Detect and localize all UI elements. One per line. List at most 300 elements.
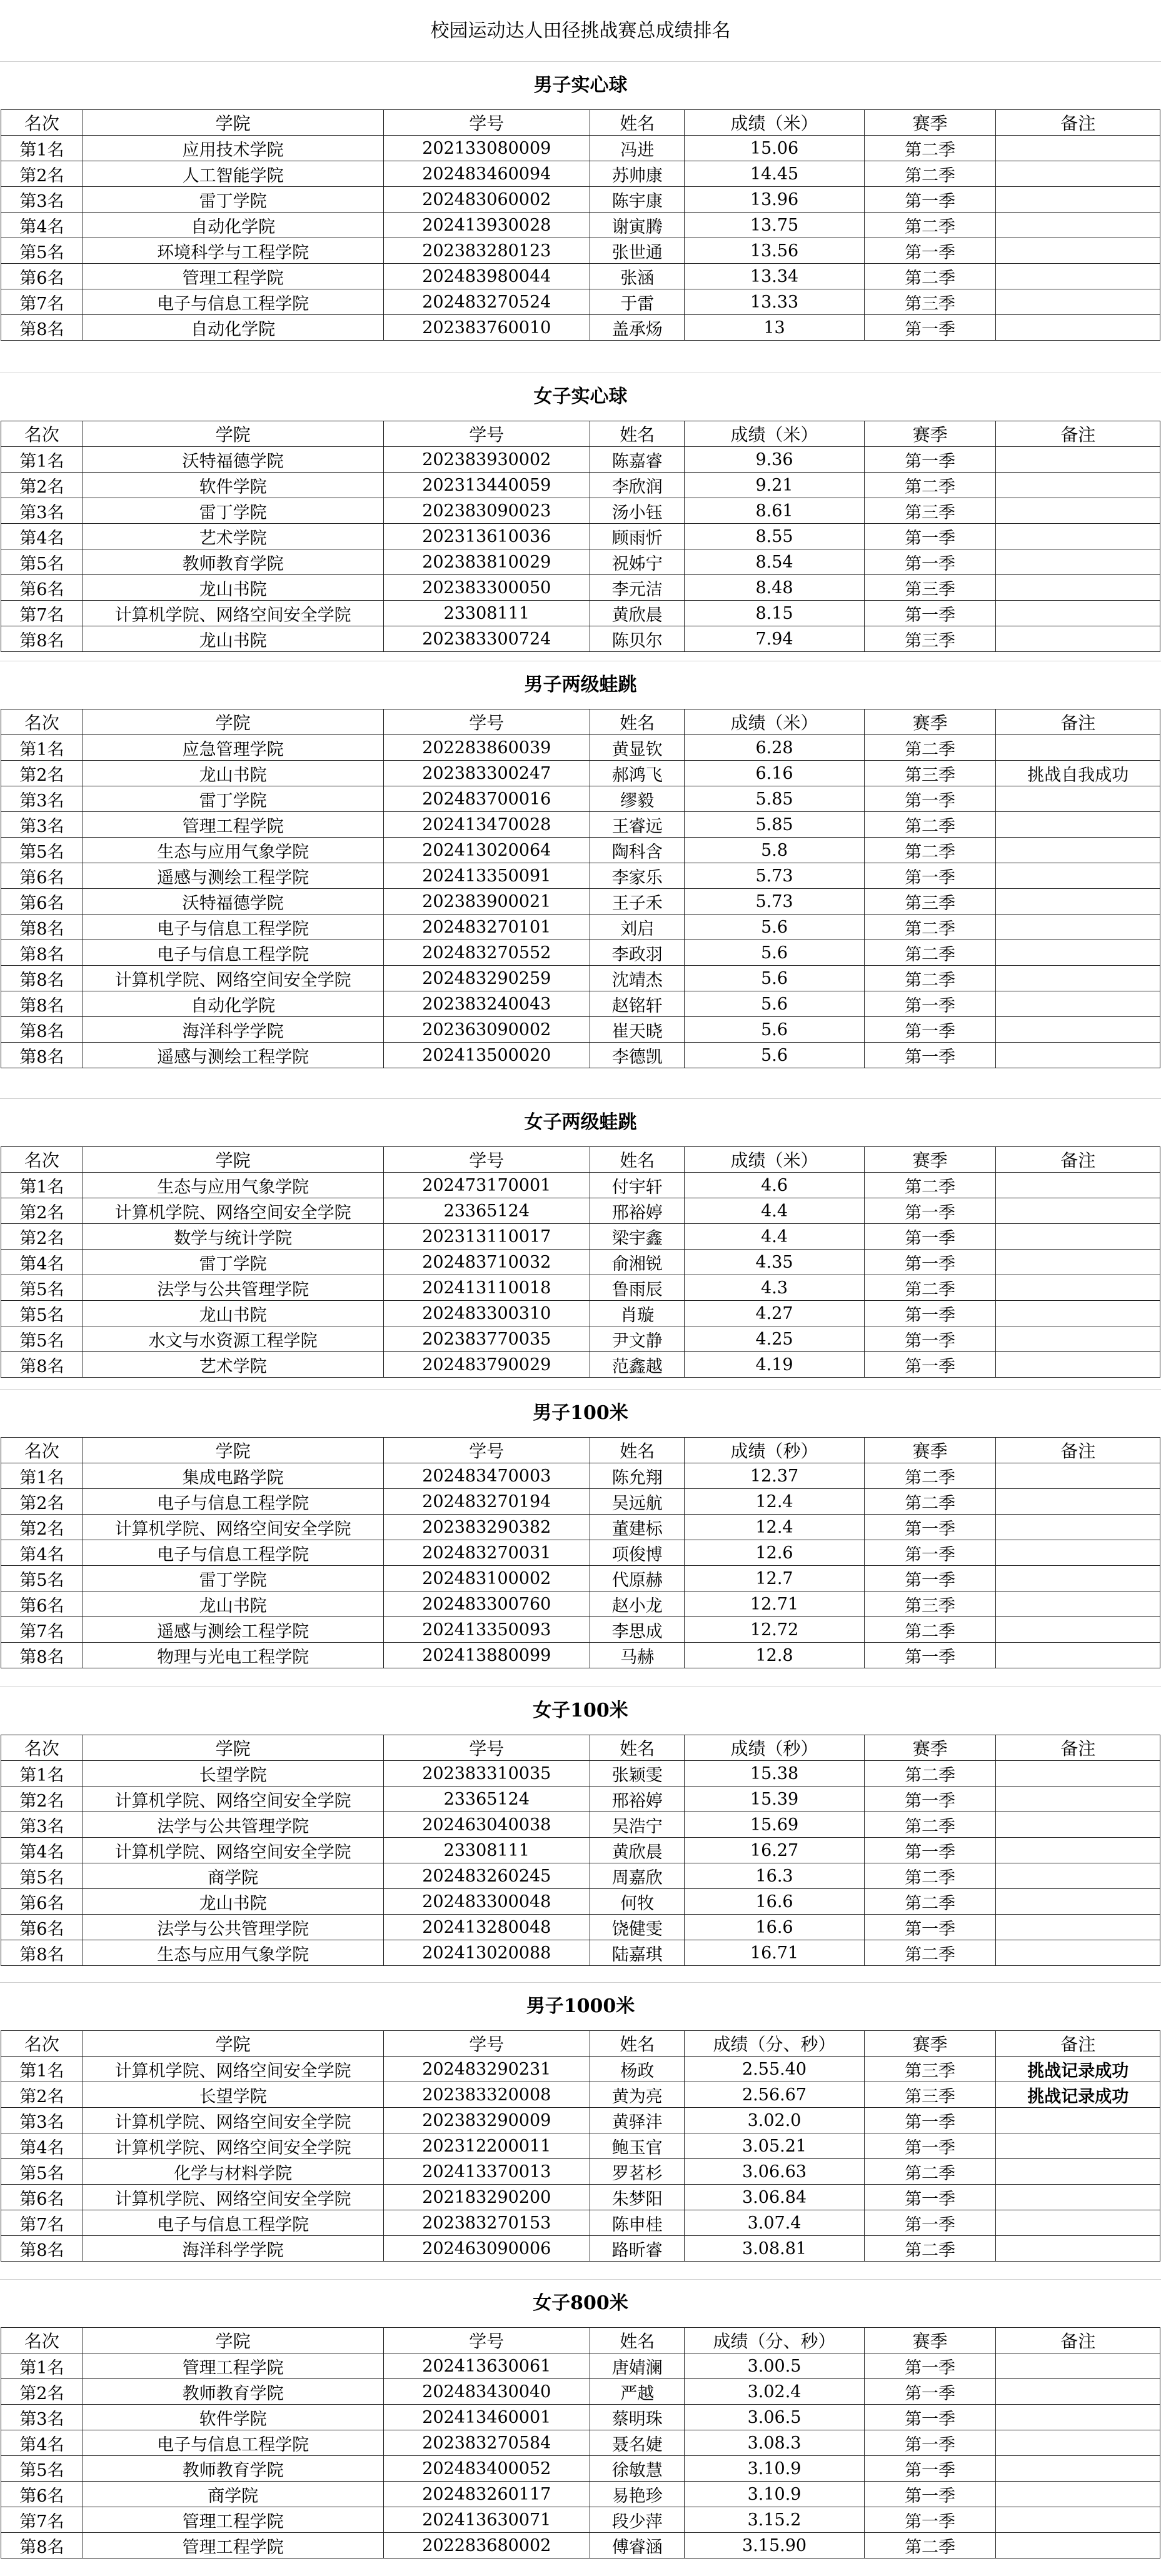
- cell-note: [996, 498, 1160, 524]
- cell-score: 12.8: [685, 1643, 864, 1668]
- cell-season: 第二季: [864, 136, 996, 161]
- cell-season: 第二季: [864, 473, 996, 498]
- cell-score: 12.4: [685, 1515, 864, 1540]
- cell-note: [996, 1463, 1160, 1489]
- table-row: [1, 187, 1160, 213]
- column-header-student-id: 学号: [383, 1147, 590, 1173]
- cell-score: 16.6: [685, 1889, 864, 1915]
- section: [0, 661, 1161, 1068]
- column-header-score: 成绩（分、秒）: [685, 2031, 864, 2057]
- results-table: [1, 1735, 1160, 1966]
- cell-name: 苏帅康: [590, 161, 685, 187]
- cell-name: 邢裕婷: [590, 1787, 685, 1812]
- cell-rank: 第3名: [1, 1812, 83, 1838]
- cell-rank: 第8名: [1, 1352, 83, 1378]
- cell-season: 第二季: [864, 735, 996, 761]
- cell-student-id: 202383760010: [383, 315, 590, 341]
- cell-note: [996, 838, 1160, 863]
- cell-name: 俞湘锐: [590, 1250, 685, 1275]
- cell-note: [996, 1915, 1160, 1940]
- cell-college: 计算机学院、网络空间安全学院: [83, 2185, 383, 2210]
- cell-note: [996, 915, 1160, 940]
- cell-college: 电子与信息工程学院: [83, 289, 383, 315]
- cell-college: 计算机学院、网络空间安全学院: [83, 966, 383, 991]
- cell-note: [996, 2108, 1160, 2133]
- cell-score: 3.02.0: [685, 2108, 864, 2133]
- cell-name: 赵小龙: [590, 1591, 685, 1617]
- cell-season: 第一季: [864, 1017, 996, 1043]
- cell-college: 电子与信息工程学院: [83, 940, 383, 966]
- column-header-score: 成绩（米）: [685, 1147, 864, 1173]
- cell-rank: 第7名: [1, 289, 83, 315]
- table-row: [1, 1301, 1160, 1326]
- column-header-name: 姓名: [590, 709, 685, 735]
- cell-note: [996, 2379, 1160, 2405]
- cell-season: 第三季: [864, 761, 996, 786]
- cell-rank: 第5名: [1, 838, 83, 863]
- column-header-rank: 名次: [1, 1147, 83, 1173]
- cell-college: 软件学院: [83, 2405, 383, 2430]
- cell-note: 挑战记录成功: [996, 2082, 1160, 2108]
- cell-rank: 第4名: [1, 2133, 83, 2159]
- cell-season: 第一季: [864, 1198, 996, 1224]
- table-row: [1, 601, 1160, 626]
- cell-season: 第二季: [864, 1863, 996, 1889]
- cell-rank: 第4名: [1, 1250, 83, 1275]
- cell-rank: 第2名: [1, 1198, 83, 1224]
- cell-score: 15.39: [685, 1787, 864, 1812]
- section-divider: [0, 2279, 1161, 2280]
- cell-name: 汤小钰: [590, 498, 685, 524]
- cell-rank: 第4名: [1, 2430, 83, 2456]
- column-header-name: 姓名: [590, 2328, 685, 2353]
- cell-score: 13.75: [685, 213, 864, 238]
- cell-college: 管理工程学院: [83, 2507, 383, 2533]
- cell-student-id: 202413370013: [383, 2159, 590, 2185]
- cell-note: [996, 473, 1160, 498]
- column-header-season: 赛季: [864, 1735, 996, 1761]
- cell-student-id: 202413500020: [383, 1043, 590, 1068]
- cell-rank: 第1名: [1, 735, 83, 761]
- cell-score: 16.3: [685, 1863, 864, 1889]
- cell-rank: 第6名: [1, 1915, 83, 1940]
- cell-note: [996, 940, 1160, 966]
- cell-season: 第一季: [864, 2108, 996, 2133]
- cell-rank: 第8名: [1, 1017, 83, 1043]
- cell-rank: 第3名: [1, 187, 83, 213]
- cell-student-id: 202473170001: [383, 1173, 590, 1198]
- cell-note: [996, 2405, 1160, 2430]
- cell-student-id: 202312200011: [383, 2133, 590, 2159]
- cell-note: [996, 136, 1160, 161]
- cell-student-id: 202483260117: [383, 2482, 590, 2507]
- section-title: 女子实心球: [533, 386, 628, 408]
- table-row: [1, 915, 1160, 940]
- cell-rank: 第1名: [1, 447, 83, 473]
- cell-name: 张涵: [590, 264, 685, 289]
- cell-student-id: 202413630061: [383, 2353, 590, 2379]
- column-header-season: 赛季: [864, 1147, 996, 1173]
- section: [0, 2279, 1161, 2558]
- cell-score: 12.7: [685, 1566, 864, 1591]
- table-row: [1, 2405, 1160, 2430]
- cell-season: 第一季: [864, 2456, 996, 2482]
- table-row: [1, 1326, 1160, 1352]
- cell-student-id: 23365124: [383, 1787, 590, 1812]
- cell-name: 傅睿涵: [590, 2533, 685, 2558]
- cell-score: 15.38: [685, 1761, 864, 1787]
- cell-rank: 第2名: [1, 473, 83, 498]
- cell-college: 人工智能学院: [83, 161, 383, 187]
- cell-college: 管理工程学院: [83, 2353, 383, 2379]
- cell-name: 盖承炀: [590, 315, 685, 341]
- cell-college: 长望学院: [83, 1761, 383, 1787]
- cell-score: 12.71: [685, 1591, 864, 1617]
- cell-season: 第二季: [864, 1489, 996, 1515]
- cell-season: 第一季: [864, 1352, 996, 1378]
- cell-note: [996, 1173, 1160, 1198]
- results-table: [1, 709, 1160, 1068]
- cell-score: 4.4: [685, 1198, 864, 1224]
- cell-college: 计算机学院、网络空间安全学院: [83, 1787, 383, 1812]
- table-row: [1, 735, 1160, 761]
- cell-season: 第二季: [864, 966, 996, 991]
- table-row: [1, 2430, 1160, 2456]
- cell-score: 4.19: [685, 1352, 864, 1378]
- cell-rank: 第5名: [1, 238, 83, 264]
- cell-score: 2.56.67: [685, 2082, 864, 2108]
- cell-student-id: 202313610036: [383, 524, 590, 549]
- cell-score: 7.94: [685, 626, 864, 652]
- cell-season: 第三季: [864, 1591, 996, 1617]
- cell-name: 邢裕婷: [590, 1198, 685, 1224]
- cell-season: 第一季: [864, 1224, 996, 1250]
- cell-score: 13.33: [685, 289, 864, 315]
- cell-name: 李德凯: [590, 1043, 685, 1068]
- cell-season: 第二季: [864, 838, 996, 863]
- cell-college: 生态与应用气象学院: [83, 1173, 383, 1198]
- cell-season: 第一季: [864, 1787, 996, 1812]
- cell-score: 13.34: [685, 264, 864, 289]
- table-row: [1, 1566, 1160, 1591]
- cell-student-id: 202363090002: [383, 1017, 590, 1043]
- cell-rank: 第1名: [1, 1761, 83, 1787]
- cell-season: 第二季: [864, 264, 996, 289]
- cell-note: [996, 1326, 1160, 1352]
- section-title: 女子100米: [533, 1700, 628, 1722]
- table-row: [1, 1643, 1160, 1668]
- cell-season: 第一季: [864, 524, 996, 549]
- cell-note: [996, 1812, 1160, 1838]
- cell-student-id: 202383930002: [383, 447, 590, 473]
- table-row: [1, 1863, 1160, 1889]
- cell-rank: 第2名: [1, 2082, 83, 2108]
- cell-note: [996, 1863, 1160, 1889]
- column-header-rank: 名次: [1, 2328, 83, 2353]
- table-row: [1, 136, 1160, 161]
- table-row: [1, 626, 1160, 652]
- table-row: [1, 2210, 1160, 2236]
- cell-college: 应用技术学院: [83, 136, 383, 161]
- cell-college: 计算机学院、网络空间安全学院: [83, 1198, 383, 1224]
- column-header-note: 备注: [996, 709, 1160, 735]
- table-row: [1, 2533, 1160, 2558]
- cell-student-id: 202413880099: [383, 1643, 590, 1668]
- cell-college: 沃特福德学院: [83, 447, 383, 473]
- column-header-season: 赛季: [864, 2328, 996, 2353]
- cell-college: 雷丁学院: [83, 187, 383, 213]
- cell-college: 法学与公共管理学院: [83, 1812, 383, 1838]
- cell-student-id: 202183290200: [383, 2185, 590, 2210]
- cell-season: 第一季: [864, 2133, 996, 2159]
- table-header-row: [1, 1735, 1160, 1761]
- cell-note: [996, 238, 1160, 264]
- cell-note: [996, 966, 1160, 991]
- cell-note: [996, 2482, 1160, 2507]
- cell-rank: 第2名: [1, 161, 83, 187]
- results-table: [1, 1437, 1160, 1668]
- cell-rank: 第3名: [1, 498, 83, 524]
- cell-student-id: 202483980044: [383, 264, 590, 289]
- cell-score: 3.00.5: [685, 2353, 864, 2379]
- cell-season: 第一季: [864, 991, 996, 1017]
- cell-name: 杨政: [590, 2057, 685, 2082]
- cell-name: 付宇轩: [590, 1173, 685, 1198]
- column-header-college: 学院: [83, 709, 383, 735]
- cell-season: 第一季: [864, 2482, 996, 2507]
- cell-name: 范鑫越: [590, 1352, 685, 1378]
- cell-name: 尹文静: [590, 1326, 685, 1352]
- table-row: [1, 966, 1160, 991]
- table-row: [1, 1017, 1160, 1043]
- cell-name: 罗茗杉: [590, 2159, 685, 2185]
- cell-student-id: 202483470003: [383, 1463, 590, 1489]
- cell-college: 海洋科学学院: [83, 1017, 383, 1043]
- cell-name: 李思成: [590, 1617, 685, 1643]
- table-row: [1, 2236, 1160, 2262]
- cell-season: 第一季: [864, 786, 996, 812]
- cell-student-id: 202413280048: [383, 1915, 590, 1940]
- table-header-row: [1, 110, 1160, 136]
- results-table: [1, 109, 1160, 341]
- section-divider: [0, 1389, 1161, 1390]
- cell-score: 3.06.63: [685, 2159, 864, 2185]
- cell-college: 龙山书院: [83, 575, 383, 601]
- table-row: [1, 1889, 1160, 1915]
- cell-rank: 第5名: [1, 1566, 83, 1591]
- cell-name: 易艳珍: [590, 2482, 685, 2507]
- section: [0, 1389, 1161, 1668]
- cell-student-id: 202413470028: [383, 812, 590, 838]
- cell-score: 3.15.90: [685, 2533, 864, 2558]
- cell-score: 13.56: [685, 238, 864, 264]
- cell-rank: 第5名: [1, 1863, 83, 1889]
- cell-note: [996, 2185, 1160, 2210]
- cell-college: 计算机学院、网络空间安全学院: [83, 601, 383, 626]
- cell-season: 第一季: [864, 187, 996, 213]
- cell-name: 代原赫: [590, 1566, 685, 1591]
- cell-name: 段少萍: [590, 2507, 685, 2533]
- cell-score: 3.10.9: [685, 2456, 864, 2482]
- table-row: [1, 1275, 1160, 1301]
- cell-rank: 第8名: [1, 315, 83, 341]
- table-row: [1, 1591, 1160, 1617]
- section-divider: [0, 1098, 1161, 1099]
- cell-season: 第二季: [864, 2533, 996, 2558]
- cell-score: 3.02.4: [685, 2379, 864, 2405]
- cell-note: [996, 1889, 1160, 1915]
- cell-note: [996, 1540, 1160, 1566]
- cell-season: 第一季: [864, 1838, 996, 1863]
- cell-college: 法学与公共管理学院: [83, 1275, 383, 1301]
- section-title: 男子实心球: [533, 74, 628, 96]
- cell-name: 黄欣晨: [590, 601, 685, 626]
- cell-name: 李欣润: [590, 473, 685, 498]
- table-row: [1, 940, 1160, 966]
- cell-college: 电子与信息工程学院: [83, 2430, 383, 2456]
- cell-student-id: 202313110017: [383, 1224, 590, 1250]
- cell-score: 12.6: [685, 1540, 864, 1566]
- cell-season: 第二季: [864, 1463, 996, 1489]
- table-row: [1, 812, 1160, 838]
- cell-rank: 第8名: [1, 966, 83, 991]
- cell-note: [996, 2159, 1160, 2185]
- cell-score: 3.06.84: [685, 2185, 864, 2210]
- table-row: [1, 863, 1160, 889]
- cell-college: 艺术学院: [83, 1352, 383, 1378]
- column-header-season: 赛季: [864, 421, 996, 447]
- cell-rank: 第7名: [1, 2507, 83, 2533]
- cell-student-id: 202383310035: [383, 1761, 590, 1787]
- cell-college: 自动化学院: [83, 213, 383, 238]
- table-row: [1, 575, 1160, 601]
- cell-rank: 第3名: [1, 2108, 83, 2133]
- cell-season: 第二季: [864, 915, 996, 940]
- cell-student-id: 202483300048: [383, 1889, 590, 1915]
- cell-student-id: 202483700016: [383, 786, 590, 812]
- cell-rank: 第1名: [1, 2353, 83, 2379]
- cell-rank: 第6名: [1, 889, 83, 915]
- cell-note: [996, 1198, 1160, 1224]
- cell-rank: 第6名: [1, 575, 83, 601]
- cell-score: 3.06.5: [685, 2405, 864, 2430]
- results-table: [1, 2030, 1160, 2262]
- cell-rank: 第2名: [1, 1515, 83, 1540]
- cell-score: 3.15.2: [685, 2507, 864, 2533]
- table-row: [1, 1940, 1160, 1966]
- cell-college: 商学院: [83, 2482, 383, 2507]
- cell-college: 商学院: [83, 1863, 383, 1889]
- cell-college: 龙山书院: [83, 1889, 383, 1915]
- cell-student-id: 202283860039: [383, 735, 590, 761]
- cell-season: 第三季: [864, 289, 996, 315]
- cell-rank: 第8名: [1, 991, 83, 1017]
- cell-college: 教师教育学院: [83, 2456, 383, 2482]
- cell-student-id: 202383280123: [383, 238, 590, 264]
- cell-season: 第三季: [864, 889, 996, 915]
- cell-score: 4.4: [685, 1224, 864, 1250]
- cell-student-id: 202383300050: [383, 575, 590, 601]
- cell-note: [996, 1250, 1160, 1275]
- column-header-score: 成绩（米）: [685, 421, 864, 447]
- cell-season: 第一季: [864, 2210, 996, 2236]
- cell-student-id: 202313440059: [383, 473, 590, 498]
- cell-season: 第二季: [864, 1761, 996, 1787]
- cell-rank: 第8名: [1, 626, 83, 652]
- cell-note: [996, 213, 1160, 238]
- table-row: [1, 2082, 1160, 2108]
- cell-name: 马赫: [590, 1643, 685, 1668]
- cell-student-id: 202483300310: [383, 1301, 590, 1326]
- cell-note: [996, 447, 1160, 473]
- cell-name: 陆嘉琪: [590, 1940, 685, 1966]
- cell-college: 龙山书院: [83, 1591, 383, 1617]
- cell-college: 环境科学与工程学院: [83, 238, 383, 264]
- table-row: [1, 2185, 1160, 2210]
- cell-college: 电子与信息工程学院: [83, 915, 383, 940]
- column-header-name: 姓名: [590, 110, 685, 136]
- cell-note: [996, 2353, 1160, 2379]
- cell-score: 16.27: [685, 1838, 864, 1863]
- cell-season: 第二季: [864, 161, 996, 187]
- cell-rank: 第6名: [1, 1889, 83, 1915]
- section: [0, 61, 1161, 341]
- column-header-student-id: 学号: [383, 1438, 590, 1463]
- cell-name: 崔天晓: [590, 1017, 685, 1043]
- cell-college: 软件学院: [83, 473, 383, 498]
- cell-season: 第一季: [864, 863, 996, 889]
- cell-note: [996, 1224, 1160, 1250]
- cell-student-id: 202413020088: [383, 1940, 590, 1966]
- table-header-row: [1, 1147, 1160, 1173]
- cell-score: 9.21: [685, 473, 864, 498]
- cell-college: 雷丁学院: [83, 498, 383, 524]
- cell-college: 电子与信息工程学院: [83, 1540, 383, 1566]
- cell-season: 第一季: [864, 2430, 996, 2456]
- cell-score: 12.37: [685, 1463, 864, 1489]
- section: [0, 1098, 1161, 1378]
- table-row: [1, 524, 1160, 549]
- cell-rank: 第5名: [1, 1301, 83, 1326]
- column-header-score: 成绩（米）: [685, 709, 864, 735]
- results-table: [1, 2327, 1160, 2558]
- cell-season: 第二季: [864, 2159, 996, 2185]
- cell-note: [996, 991, 1160, 1017]
- table-row: [1, 2379, 1160, 2405]
- table-row: [1, 1198, 1160, 1224]
- table-row: [1, 1915, 1160, 1940]
- section-divider: [0, 1686, 1161, 1687]
- table-row: [1, 447, 1160, 473]
- cell-college: 自动化学院: [83, 991, 383, 1017]
- column-header-college: 学院: [83, 1438, 383, 1463]
- cell-college: 自动化学院: [83, 315, 383, 341]
- column-header-season: 赛季: [864, 110, 996, 136]
- cell-name: 陈嘉睿: [590, 447, 685, 473]
- cell-college: 管理工程学院: [83, 2533, 383, 2558]
- cell-rank: 第1名: [1, 1173, 83, 1198]
- cell-season: 第一季: [864, 1915, 996, 1940]
- cell-rank: 第1名: [1, 136, 83, 161]
- cell-college: 集成电路学院: [83, 1463, 383, 1489]
- cell-name: 谢寅腾: [590, 213, 685, 238]
- cell-season: 第二季: [864, 1275, 996, 1301]
- section-title: 女子800米: [533, 2292, 628, 2314]
- column-header-note: 备注: [996, 421, 1160, 447]
- column-header-student-id: 学号: [383, 110, 590, 136]
- column-header-score: 成绩（秒）: [685, 1438, 864, 1463]
- cell-note: [996, 2133, 1160, 2159]
